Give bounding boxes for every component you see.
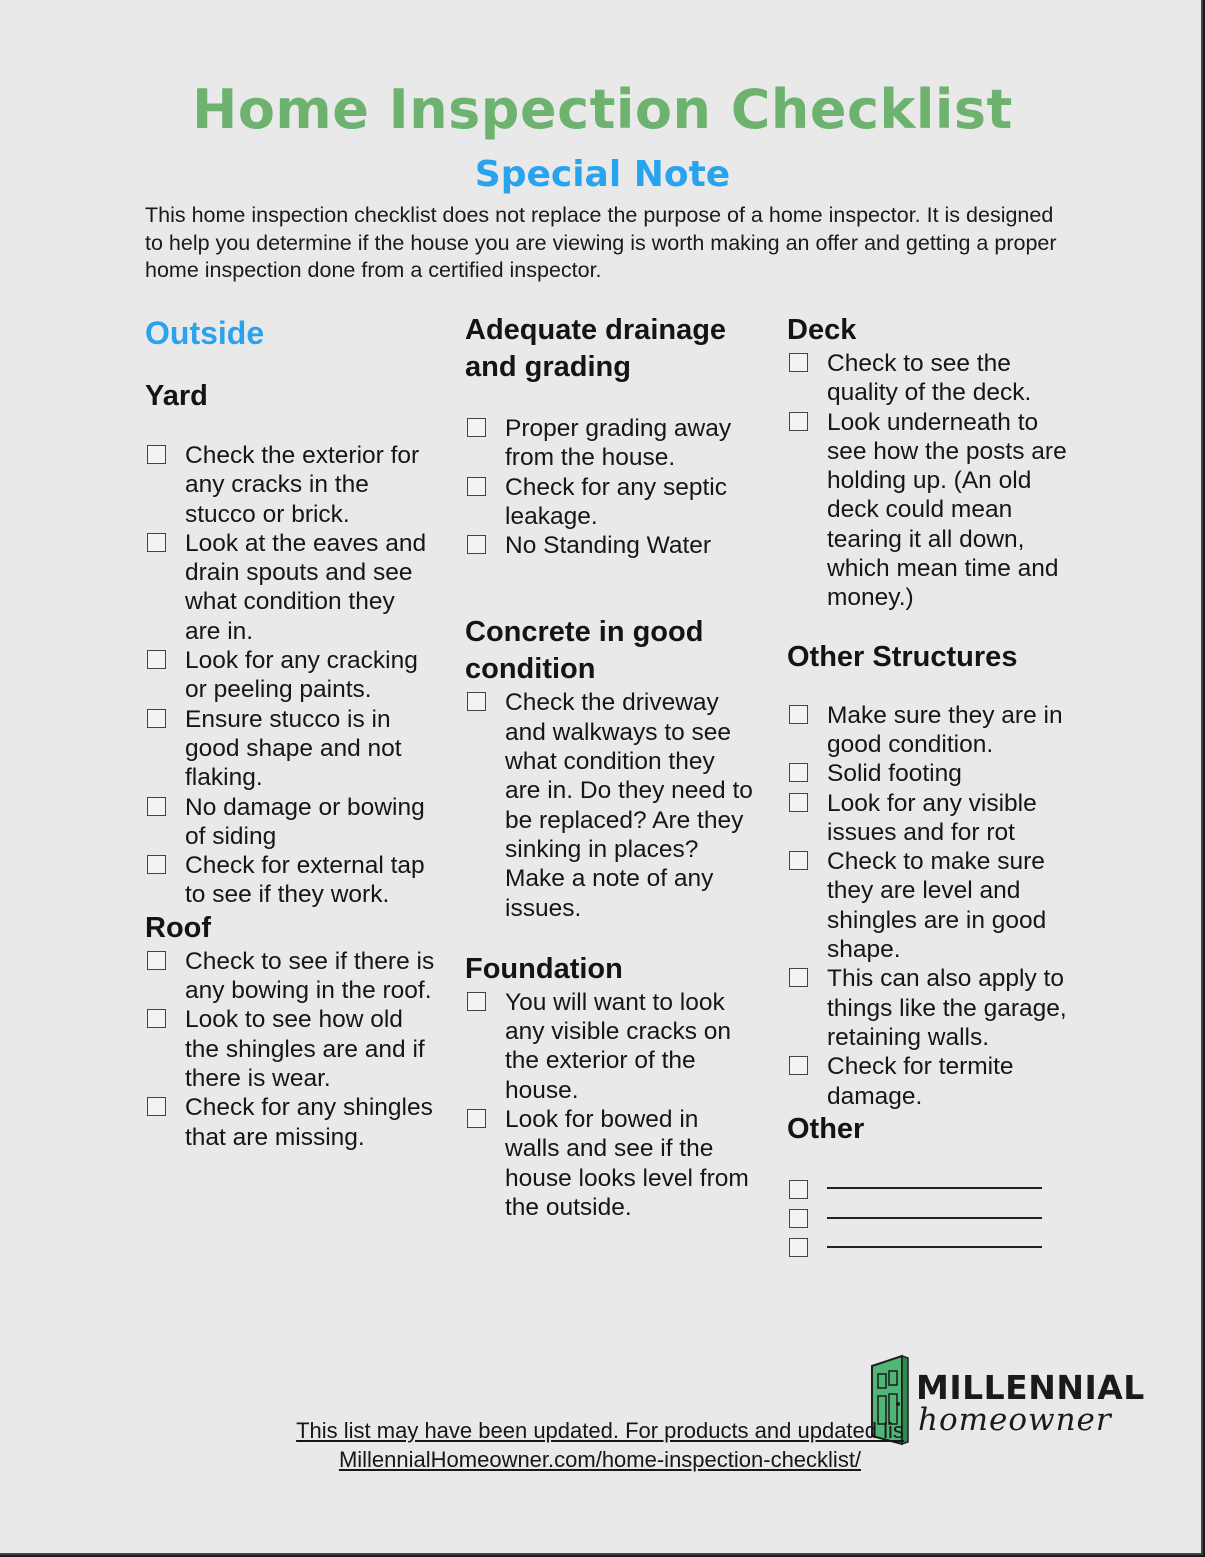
checkbox[interactable]	[789, 763, 808, 782]
checklist-item: This can also apply to things like the garage, retaining walls.	[787, 964, 1077, 1052]
checklist-item: Look for bowed in walls and see if the house looks level from the outside.	[465, 1105, 755, 1222]
other-structures-heading: Other Structures	[787, 640, 1018, 673]
checkbox[interactable]	[789, 968, 808, 987]
checkbox[interactable]	[789, 1238, 808, 1257]
checkbox[interactable]	[467, 992, 486, 1011]
checkbox[interactable]	[789, 1056, 808, 1075]
checklist-item: Check for any septic leakage.	[465, 473, 755, 532]
deck-checklist	[787, 349, 1077, 613]
checkbox[interactable]	[147, 855, 166, 874]
checklist-item: Check the exterior for any cracks in the stucco or brick.	[145, 441, 435, 529]
checklist-item: No Standing Water	[465, 531, 755, 560]
checklist-item: Check to see if there is any bowing in the roof.	[145, 947, 435, 1006]
roof-checklist	[145, 947, 435, 1152]
checklist-item: Look for any visible issues and for rot	[787, 789, 1077, 848]
checkbox[interactable]	[467, 1109, 486, 1128]
special-note-heading: Special Note	[474, 154, 731, 195]
blank-checklist-item	[787, 1234, 1077, 1263]
concrete-checklist	[465, 688, 755, 922]
checkbox[interactable]	[467, 418, 486, 437]
outside-heading: Outside	[145, 315, 265, 351]
intro-paragraph: This home inspection checklist does not replace the purpose of a home inspector. It is designed to help you determine if the house you are viewing is worth making an offer and getting a proper home inspection done from a certified inspector.	[145, 203, 1057, 282]
concrete-heading: Concrete in good condition	[465, 616, 704, 686]
foundation-heading: Foundation	[465, 952, 623, 985]
checkbox[interactable]	[147, 1009, 166, 1028]
other-checklist	[787, 1176, 1077, 1264]
checklist-item: Look to see how old the shingles are and if there is wear.	[145, 1005, 435, 1093]
checkbox[interactable]	[147, 797, 166, 816]
checklist-item: Look for any cracking or peeling paints.	[145, 646, 435, 705]
checkbox[interactable]	[789, 353, 808, 372]
checklist-item: Check the driveway and walkways to see what condition they are in. Do they need to be replaced? Are they sinking in places? Make a note of any issues.	[465, 688, 755, 922]
checklist-item: Make sure they are in good condition.	[787, 701, 1077, 760]
column-middle	[465, 312, 755, 1222]
checklist-item: Ensure stucco is in good shape and not flaking.	[145, 705, 435, 793]
drainage-heading: Adequate drainage and grading	[465, 314, 727, 383]
other-heading: Other	[787, 1112, 865, 1145]
checkbox[interactable]	[789, 1209, 808, 1228]
checkbox[interactable]	[467, 535, 486, 554]
checklist-item: Check for any shingles that are missing.	[145, 1093, 435, 1152]
drainage-checklist	[465, 414, 755, 560]
logo-wordmark-top: MILLENNIAL	[916, 1368, 1145, 1407]
checkbox[interactable]	[789, 705, 808, 724]
checklist-item: Look underneath to see how the posts are holding up. (An old deck could mean tearing it all down, which mean time and money.)	[787, 408, 1077, 613]
checklist-item: Check for external tap to see if they work.	[145, 851, 435, 910]
foundation-checklist	[465, 988, 755, 1222]
footer-note	[150, 1416, 1050, 1474]
checklist-item: No damage or bowing of siding	[145, 793, 435, 852]
checklist-item: Check to make sure they are level and shingles are in good shape.	[787, 847, 1077, 964]
write-in-line[interactable]	[827, 1246, 1042, 1248]
write-in-line[interactable]	[827, 1187, 1042, 1189]
checklist-item: Proper grading away from the house.	[465, 414, 755, 473]
checkbox[interactable]	[467, 477, 486, 496]
checklist-item: Check to see the quality of the deck.	[787, 349, 1077, 408]
checklist-item: Solid footing	[787, 759, 1077, 788]
checkbox[interactable]	[147, 650, 166, 669]
write-in-line[interactable]	[827, 1217, 1042, 1219]
checkbox[interactable]	[147, 445, 166, 464]
page-title: Home Inspection Checklist	[192, 78, 1013, 141]
blank-checklist-item	[787, 1176, 1077, 1205]
checklist-item: You will want to look any visible cracks on the exterior of the house.	[465, 988, 755, 1105]
checkbox[interactable]	[147, 951, 166, 970]
footer-link[interactable]: MillennialHomeowner.com/home-inspection-checklist/	[338, 1447, 862, 1472]
yard-checklist	[145, 441, 435, 910]
checkbox[interactable]	[789, 793, 808, 812]
column-outside	[145, 315, 435, 1152]
logo-wordmark-bottom: homeowner	[918, 1402, 1112, 1438]
checkbox[interactable]	[789, 851, 808, 870]
checkbox[interactable]	[467, 692, 486, 711]
deck-heading: Deck	[787, 314, 857, 346]
checkbox[interactable]	[147, 709, 166, 728]
checkbox[interactable]	[147, 533, 166, 552]
checklist-item: Check for termite damage.	[787, 1052, 1077, 1111]
roof-heading: Roof	[145, 911, 212, 944]
column-right	[787, 312, 1077, 1264]
checkbox[interactable]	[147, 1097, 166, 1116]
yard-heading: Yard	[145, 380, 208, 412]
checkbox[interactable]	[789, 1180, 808, 1199]
checkbox[interactable]	[789, 412, 808, 431]
other-structures-checklist	[787, 701, 1077, 1111]
checklist-item: Look at the eaves and drain spouts and see what condition they are in.	[145, 529, 435, 646]
blank-checklist-item	[787, 1205, 1077, 1234]
footer-text: This list may have been updated. For products and updated lis	[296, 1418, 904, 1443]
